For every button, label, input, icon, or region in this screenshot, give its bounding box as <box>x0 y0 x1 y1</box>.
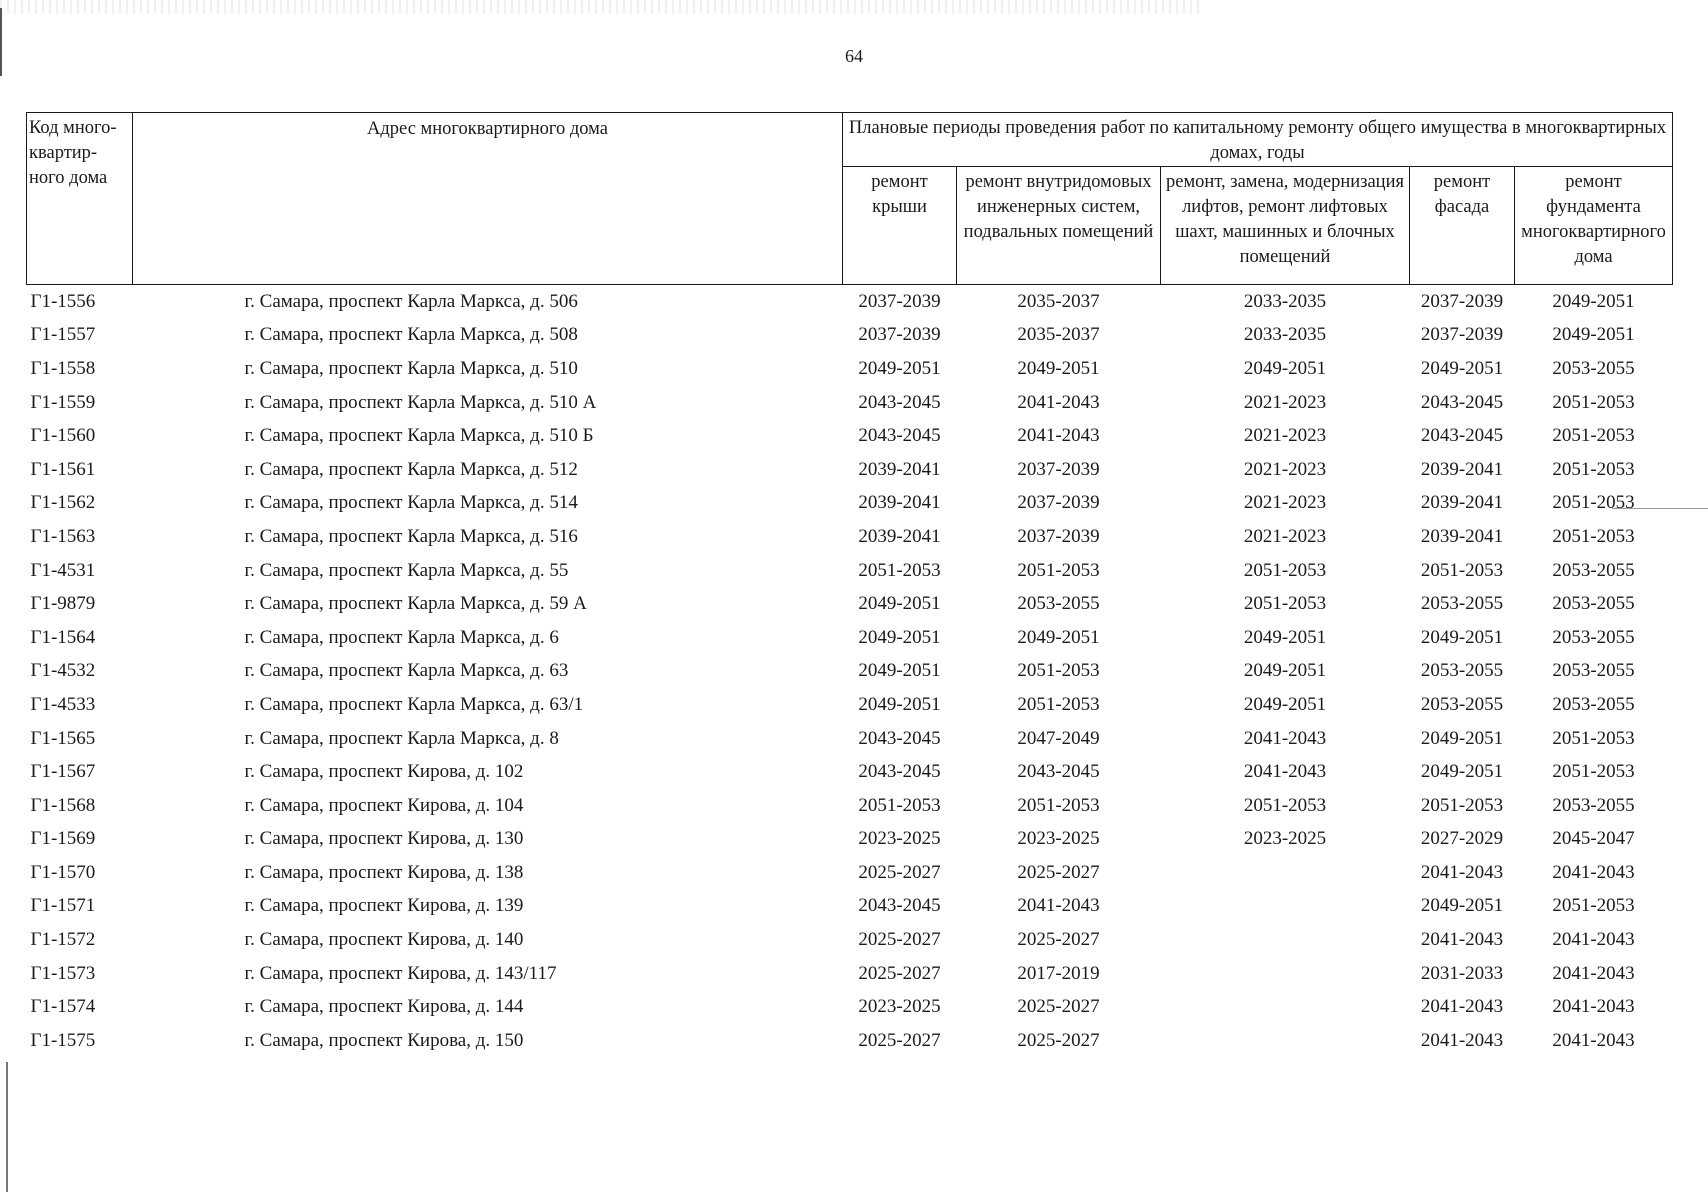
row-code: Г1-1575 <box>30 1029 96 1051</box>
row-roof: 2049-2051 <box>858 693 941 715</box>
row-engineering: 2043-2045 <box>1017 761 1100 783</box>
row-foundation: 2053-2055 <box>1552 593 1635 615</box>
row-lift: 2023-2025 <box>1243 828 1327 850</box>
table-row <box>27 453 1673 487</box>
row-foundation: 2041-2043 <box>1552 1029 1635 1051</box>
row-code: Г1-4531 <box>30 559 96 581</box>
row-engineering: 2023-2025 <box>1017 828 1100 850</box>
row-facade: 2051-2053 <box>1420 794 1504 816</box>
table-body <box>27 285 1673 1058</box>
row-facade: 2049-2051 <box>1420 761 1504 783</box>
row-address: г. Самара, проспект Карла Маркса, д. 510 <box>244 357 578 379</box>
row-address: г. Самара, проспект Карла Маркса, д. 6 <box>244 626 559 648</box>
row-lift: 2033-2035 <box>1243 324 1327 346</box>
header-engineering: ремонт внутридомовых инженерных систем, подвальных помещений <box>957 167 1161 285</box>
table-row <box>27 688 1673 722</box>
row-roof: 2039-2041 <box>858 492 941 514</box>
row-code: Г1-1569 <box>30 828 96 850</box>
row-engineering: 2053-2055 <box>1017 593 1100 615</box>
row-roof: 2039-2041 <box>858 525 941 547</box>
row-code: Г1-1564 <box>30 626 96 648</box>
row-lift: 2051-2053 <box>1243 559 1327 581</box>
row-roof: 2051-2053 <box>858 559 941 581</box>
row-lift: 2049-2051 <box>1243 357 1327 379</box>
table-row <box>27 655 1673 689</box>
row-lift <box>1161 990 1410 1024</box>
row-address: г. Самара, проспект Карла Маркса, д. 508 <box>244 324 578 346</box>
row-address: г. Самара, проспект Кирова, д. 104 <box>244 794 524 816</box>
row-code: Г1-1559 <box>30 391 96 413</box>
scan-edge-mark <box>6 1062 8 1192</box>
row-engineering: 2035-2037 <box>1017 324 1100 346</box>
row-engineering: 2025-2027 <box>1017 929 1100 951</box>
row-facade: 2043-2045 <box>1420 391 1504 413</box>
row-foundation: 2041-2043 <box>1552 929 1635 951</box>
row-foundation: 2053-2055 <box>1552 559 1635 581</box>
row-engineering: 2037-2039 <box>1017 492 1100 514</box>
scan-noise <box>0 0 1200 14</box>
row-lift: 2021-2023 <box>1243 492 1327 514</box>
row-code: Г1-1565 <box>30 727 96 749</box>
row-code: Г1-9879 <box>30 593 96 615</box>
table-row <box>27 587 1673 621</box>
row-code: Г1-1563 <box>30 525 96 547</box>
row-code: Г1-1560 <box>30 425 96 447</box>
row-roof: 2037-2039 <box>858 290 941 312</box>
repair-schedule-table-wrap <box>26 112 1672 1058</box>
row-lift <box>1161 957 1410 991</box>
row-address: г. Самара, проспект Карла Маркса, д. 63/1 <box>244 693 584 715</box>
row-lift: 2051-2053 <box>1243 794 1327 816</box>
row-code: Г1-1557 <box>30 324 96 346</box>
row-code: Г1-1572 <box>30 929 96 951</box>
header-lift: ремонт, замена, модернизация лифтов, ремонт лифтовых шахт, машинных и блочных помещений <box>1161 167 1410 285</box>
row-address: г. Самара, проспект Карла Маркса, д. 510 Б <box>244 425 594 447</box>
row-address: г. Самара, проспект Карла Маркса, д. 63 <box>244 660 569 682</box>
row-code: Г1-4533 <box>30 693 96 715</box>
row-facade: 2049-2051 <box>1420 895 1504 917</box>
row-foundation: 2051-2053 <box>1552 727 1635 749</box>
row-address: г. Самара, проспект Кирова, д. 130 <box>244 828 524 850</box>
row-lift: 2033-2035 <box>1243 290 1327 312</box>
table-row <box>27 352 1673 386</box>
row-engineering: 2051-2053 <box>1017 693 1100 715</box>
row-address: г. Самара, проспект Кирова, д. 138 <box>244 861 524 883</box>
table-row <box>27 890 1673 924</box>
row-lift: 2049-2051 <box>1243 660 1327 682</box>
row-roof: 2049-2051 <box>858 626 941 648</box>
row-foundation: 2053-2055 <box>1552 794 1635 816</box>
row-facade: 2031-2033 <box>1420 962 1504 984</box>
row-engineering: 2051-2053 <box>1017 559 1100 581</box>
row-roof: 2025-2027 <box>858 1029 941 1051</box>
row-facade: 2041-2043 <box>1420 1029 1504 1051</box>
row-facade: 2041-2043 <box>1420 996 1504 1018</box>
row-lift: 2051-2053 <box>1243 593 1327 615</box>
row-roof: 2025-2027 <box>858 929 941 951</box>
row-facade: 2039-2041 <box>1420 525 1504 547</box>
row-roof: 2051-2053 <box>858 794 941 816</box>
row-engineering: 2017-2019 <box>1017 962 1100 984</box>
row-address: г. Самара, проспект Карла Маркса, д. 506 <box>244 290 578 312</box>
repair-schedule-table <box>26 112 1673 1058</box>
row-engineering: 2037-2039 <box>1017 525 1100 547</box>
table-row <box>27 823 1673 857</box>
row-facade: 2049-2051 <box>1420 357 1504 379</box>
row-facade: 2039-2041 <box>1420 492 1504 514</box>
row-engineering: 2041-2043 <box>1017 391 1100 413</box>
row-engineering: 2049-2051 <box>1017 357 1100 379</box>
row-foundation: 2051-2053 <box>1552 391 1635 413</box>
row-facade: 2053-2055 <box>1420 660 1504 682</box>
table-row <box>27 520 1673 554</box>
row-code: Г1-1558 <box>30 357 96 379</box>
header-code: Код много-квартир-ного дома <box>27 113 133 285</box>
header-roof: ремонт крыши <box>843 167 957 285</box>
row-engineering: 2047-2049 <box>1017 727 1100 749</box>
row-facade: 2043-2045 <box>1420 425 1504 447</box>
row-engineering: 2025-2027 <box>1017 1029 1100 1051</box>
row-engineering: 2041-2043 <box>1017 425 1100 447</box>
row-engineering: 2025-2027 <box>1017 861 1100 883</box>
row-foundation: 2053-2055 <box>1552 693 1635 715</box>
row-facade: 2027-2029 <box>1420 828 1504 850</box>
row-roof: 2023-2025 <box>858 828 941 850</box>
row-code: Г1-4532 <box>30 660 96 682</box>
row-foundation: 2051-2053 <box>1552 895 1635 917</box>
table-row <box>27 386 1673 420</box>
row-engineering: 2025-2027 <box>1017 996 1100 1018</box>
row-address: г. Самара, проспект Карла Маркса, д. 55 <box>244 559 569 581</box>
row-lift <box>1161 890 1410 924</box>
row-roof: 2043-2045 <box>858 425 941 447</box>
row-lift: 2041-2043 <box>1243 761 1327 783</box>
table-row <box>27 957 1673 991</box>
row-address: г. Самара, проспект Кирова, д. 140 <box>244 929 524 951</box>
row-address: г. Самара, проспект Карла Маркса, д. 59 А <box>244 593 587 615</box>
table-row <box>27 789 1673 823</box>
row-lift: 2021-2023 <box>1243 525 1327 547</box>
row-foundation: 2053-2055 <box>1552 357 1635 379</box>
row-facade: 2041-2043 <box>1420 861 1504 883</box>
row-foundation: 2041-2043 <box>1552 996 1635 1018</box>
row-foundation: 2041-2043 <box>1552 962 1635 984</box>
row-roof: 2049-2051 <box>858 593 941 615</box>
row-lift: 2049-2051 <box>1243 626 1327 648</box>
row-roof: 2043-2045 <box>858 895 941 917</box>
row-lift <box>1161 1024 1410 1058</box>
table-row <box>27 856 1673 890</box>
row-engineering: 2051-2053 <box>1017 794 1100 816</box>
row-roof: 2037-2039 <box>858 324 941 346</box>
table-row <box>27 923 1673 957</box>
header-foundation: ремонт фундамента многоквартирного дома <box>1515 167 1673 285</box>
row-code: Г1-1573 <box>30 962 96 984</box>
row-code: Г1-1562 <box>30 492 96 514</box>
row-roof: 2025-2027 <box>858 861 941 883</box>
header-address: Адрес многоквартирного дома <box>133 113 843 285</box>
row-roof: 2049-2051 <box>858 660 941 682</box>
row-lift: 2021-2023 <box>1243 391 1327 413</box>
row-address: г. Самара, проспект Кирова, д. 102 <box>244 761 524 783</box>
row-facade: 2039-2041 <box>1420 458 1504 480</box>
table-row <box>27 285 1673 319</box>
row-roof: 2025-2027 <box>858 962 941 984</box>
row-facade: 2053-2055 <box>1420 693 1504 715</box>
table-row <box>27 1024 1673 1058</box>
row-roof: 2039-2041 <box>858 458 941 480</box>
row-facade: 2049-2051 <box>1420 626 1504 648</box>
row-foundation: 2051-2053 <box>1552 492 1635 514</box>
row-roof: 2049-2051 <box>858 357 941 379</box>
row-foundation: 2051-2053 <box>1552 458 1635 480</box>
row-engineering: 2037-2039 <box>1017 458 1100 480</box>
row-address: г. Самара, проспект Карла Маркса, д. 8 <box>244 727 559 749</box>
row-roof: 2043-2045 <box>858 727 941 749</box>
table-row <box>27 722 1673 756</box>
row-lift: 2049-2051 <box>1243 693 1327 715</box>
row-foundation: 2049-2051 <box>1552 290 1635 312</box>
row-roof: 2023-2025 <box>858 996 941 1018</box>
row-address: г. Самара, проспект Кирова, д. 144 <box>244 996 524 1018</box>
table-row <box>27 487 1673 521</box>
row-foundation: 2051-2053 <box>1552 761 1635 783</box>
table-row <box>27 554 1673 588</box>
row-foundation: 2053-2055 <box>1552 660 1635 682</box>
row-address: г. Самара, проспект Кирова, д. 150 <box>244 1029 524 1051</box>
row-code: Г1-1574 <box>30 996 96 1018</box>
row-code: Г1-1561 <box>30 458 96 480</box>
header-facade: ремонт фасада <box>1410 167 1515 285</box>
row-address: г. Самара, проспект Карла Маркса, д. 510 А <box>244 391 597 413</box>
page-number: 64 <box>845 46 863 66</box>
row-facade: 2053-2055 <box>1420 593 1504 615</box>
row-code: Г1-1567 <box>30 761 96 783</box>
table-row <box>27 621 1673 655</box>
row-code: Г1-1570 <box>30 861 96 883</box>
row-engineering: 2051-2053 <box>1017 660 1100 682</box>
row-roof: 2043-2045 <box>858 761 941 783</box>
row-facade: 2049-2051 <box>1420 727 1504 749</box>
row-lift: 2021-2023 <box>1243 458 1327 480</box>
row-lift: 2041-2043 <box>1243 727 1327 749</box>
row-address: г. Самара, проспект Кирова, д. 143/117 <box>244 962 557 984</box>
row-facade: 2037-2039 <box>1420 290 1504 312</box>
row-lift <box>1161 856 1410 890</box>
row-facade: 2037-2039 <box>1420 324 1504 346</box>
header-periods: Плановые периоды проведения работ по капитальному ремонту общего имущества в многоквартирных домах, годы <box>843 113 1673 167</box>
row-engineering: 2035-2037 <box>1017 290 1100 312</box>
row-address: г. Самара, проспект Кирова, д. 139 <box>244 895 524 917</box>
row-foundation: 2053-2055 <box>1552 626 1635 648</box>
row-foundation: 2041-2043 <box>1552 861 1635 883</box>
row-engineering: 2049-2051 <box>1017 626 1100 648</box>
row-address: г. Самара, проспект Карла Маркса, д. 516 <box>244 525 578 547</box>
table-row <box>27 755 1673 789</box>
row-address: г. Самара, проспект Карла Маркса, д. 512 <box>244 458 578 480</box>
row-code: Г1-1568 <box>30 794 96 816</box>
table-row <box>27 319 1673 353</box>
row-engineering: 2041-2043 <box>1017 895 1100 917</box>
row-facade: 2041-2043 <box>1420 929 1504 951</box>
row-facade: 2051-2053 <box>1420 559 1504 581</box>
row-code: Г1-1556 <box>30 290 96 312</box>
row-code: Г1-1571 <box>30 895 96 917</box>
row-foundation: 2045-2047 <box>1552 828 1635 850</box>
row-lift <box>1161 923 1410 957</box>
table-row <box>27 419 1673 453</box>
table-header <box>27 113 1673 285</box>
row-lift: 2021-2023 <box>1243 425 1327 447</box>
row-address: г. Самара, проспект Карла Маркса, д. 514 <box>244 492 578 514</box>
table-row <box>27 990 1673 1024</box>
row-foundation: 2051-2053 <box>1552 525 1635 547</box>
row-foundation: 2051-2053 <box>1552 425 1635 447</box>
row-foundation: 2049-2051 <box>1552 324 1635 346</box>
row-roof: 2043-2045 <box>858 391 941 413</box>
